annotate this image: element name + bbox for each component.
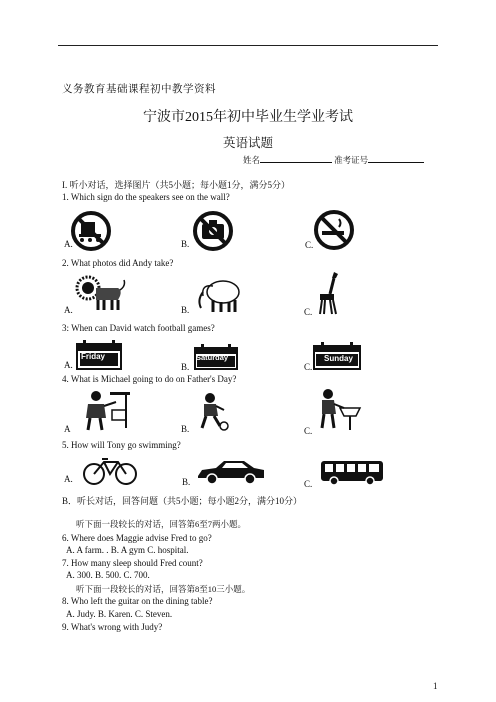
instruction-2: 听下面一段较长的对话，回答第8至10三小题。: [76, 584, 251, 594]
question-3: 3: When can David watch football games?: [62, 323, 215, 333]
q2-option-b: B.: [181, 305, 190, 315]
page-number: 1: [433, 681, 438, 691]
id-blank: [368, 153, 424, 163]
q4-option-b: B.: [181, 424, 190, 434]
q5-option-c: C.: [304, 479, 313, 489]
man-cooking-icon: [76, 388, 132, 432]
question-6-options: A. A farm. . B. A gym C. hospital.: [66, 545, 189, 555]
q3-option-c: C.: [304, 362, 313, 372]
man-washing-icon: [316, 386, 362, 432]
q3-option-a: A.: [64, 360, 73, 370]
car-icon: [196, 458, 266, 486]
lion-icon: [74, 274, 126, 314]
elephant-icon: [195, 274, 243, 314]
question-7-options: A. 300. B. 500. C. 700.: [66, 570, 150, 580]
question-2: 2. What photos did Andy take?: [62, 258, 174, 268]
q5-option-b: B.: [182, 477, 191, 487]
name-blank: [260, 153, 332, 163]
no-camera-icon: [192, 210, 234, 252]
instruction-1: 听下面一段较长的对话，回答第6至7两小题。: [76, 519, 247, 529]
q1-option-c: C.: [305, 240, 314, 250]
exam-title: 宁波市2015年初中毕业生学业考试: [143, 110, 353, 125]
q5-option-a: A.: [64, 474, 73, 484]
q3-option-b: B.: [181, 362, 190, 372]
question-4: 4. What is Michael going to do on Father's Day?: [62, 374, 237, 384]
question-9: 9. What's wrong with Judy?: [62, 622, 163, 632]
question-6: 6. Where does Maggie advise Fred to go?: [62, 533, 212, 543]
q3-day-b: Saturday: [196, 353, 229, 362]
id-label: 准考证号: [334, 155, 369, 165]
section-2-heading: B．听长对话，回答问题（共5小题；每小题2分，满分10分）: [62, 496, 303, 506]
question-1: 1. Which sign do the speakers see on the wall?: [62, 192, 230, 202]
giraffe-icon: [314, 270, 344, 316]
no-skating-icon: [70, 210, 112, 252]
q1-option-a: A.: [64, 239, 73, 249]
candidate-fields: [243, 153, 424, 166]
question-5: 5. How will Tony go swimming?: [62, 440, 181, 450]
q2-option-c: C.: [304, 307, 313, 317]
section-1-heading: I. 听小对话，选择图片（共5小题；每小题1分，满分5分）: [62, 180, 290, 190]
boy-football-icon: [196, 392, 230, 432]
q4-option-a: A: [64, 424, 71, 434]
q4-option-c: C.: [304, 426, 313, 436]
bus-icon: [320, 460, 384, 486]
bicycle-icon: [82, 456, 138, 486]
subject-title: 英语试题: [222, 136, 273, 150]
top-rule: [58, 45, 438, 46]
header-note: 义务教育基础课程初中教学资料: [62, 84, 216, 95]
no-smoking-icon: [313, 209, 355, 251]
question-8: 8. Who left the guitar on the dining table?: [62, 596, 213, 606]
name-label: 姓名: [243, 155, 261, 165]
q2-option-a: A.: [64, 305, 73, 315]
question-8-options: A. Judy. B. Karen. C. Steven.: [66, 609, 173, 619]
question-7: 7. How many sleep should Fred count?: [62, 558, 203, 568]
q1-option-b: B.: [181, 239, 190, 249]
q3-day-c: Sunday: [324, 354, 353, 363]
q3-day-a: Friday: [81, 352, 106, 361]
